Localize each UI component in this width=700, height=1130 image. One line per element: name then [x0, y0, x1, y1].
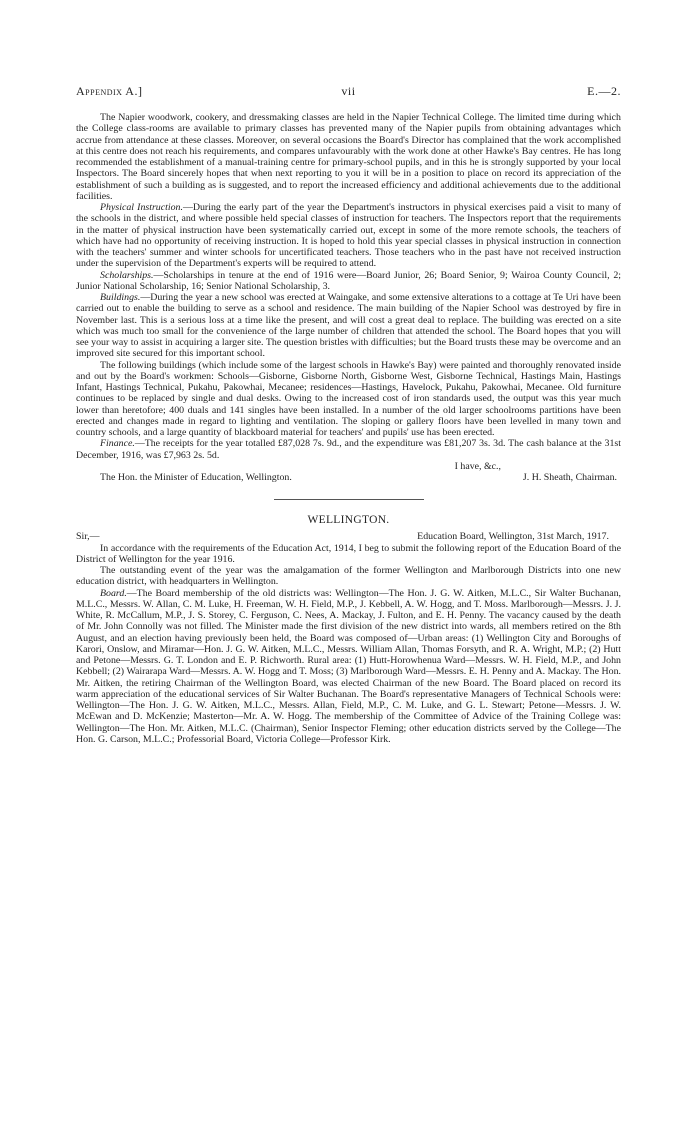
hawkes-bay-report-continued	[76, 112, 621, 483]
salutation-line	[76, 531, 621, 542]
wellington-report	[76, 514, 621, 745]
amalgamation-paragraph: The outstanding event of the year was the amalgamation of the former Wellington and Marlborough Districts into one new education district, with headquarters in Wellington.	[76, 565, 621, 588]
board-text: —The Board membership of the old districts was: Wellington—The Hon. J. G. W. Aitken, M.L.C., Sir Walter Buchanan, M.L.C., Messrs. W. Allan, C. M. Luke, H. Freeman, W. H. Field, M.P., J. Kebbell, A. W. Hogg, and T. Moss. Marlborough—Messrs. J. J. White, R. McCallum, M.P., J. S. Storey, C. Ferguson, C. Nees, A. Mackay, J. Fulton, and E. H. Penny. The vacancy caused by the death of Mr. John Connolly was not filled. The Minister made the first division of the new district into wards, all members retired on the 8th August, and an election having previously been held, the Board was composed of—Urban areas: (1) Wellington City and Boroughs of Karori, Onslow, and Miramar—Hon. J. G. W. Aitken, M.L.C., Messrs. William Allan, Thomas Forsyth, and R. A. Wright, M.P.; (2) Hutt and Petone—Messrs. G. T. London and E. P. Richworth. Rural area: (1) Hutt-Horowhenua Ward—Messrs. W. H. Field, M.P., and John Kebbell; (2) Wairarapa Ward—Messrs. A. W. Hogg and T. Moss; (3) Marlborough Ward—Messrs. E. H. Penny and A. Mackay. The Hon. Mr. Aitken, the retiring Chairman of the Wellington Board, was elected Chairman of the new Board. The Board placed on record its warm appreciation of the educational services of Sir Walter Buchanan. The Board's representative Managers of Technical Schools were: Wellington—The Hon. J. G. W. Aitken, M.L.C., Messrs. Allan, Field, M.P., C. M. Luke, and G. L. Stewart; Petone—Messrs. J. W. McEwan and D. McKenzie; Masterton—Mr. A. W. Hogg. The membership of the Committee of Advice of the Training College was: Wellington—The Hon. Mr. Aitken, M.L.C. (Chairman), Senior Inspector Fleming; other education districts served by the College—The Hon. G. Carson, M.L.C.; Professorial Board, Victoria College—Professor Kirk.	[76, 587, 621, 745]
page-number: vii	[341, 84, 356, 98]
salutation: Sir,—	[76, 531, 100, 543]
document-code: E.—2.	[587, 84, 621, 98]
appendix-label: Appendix A.]	[76, 84, 143, 98]
buildings-heading: Buildings.	[100, 292, 141, 303]
wellington-title: WELLINGTON.	[307, 514, 390, 527]
board-paragraph	[76, 588, 621, 746]
finance-paragraph	[76, 438, 621, 461]
board-heading: Board.	[100, 587, 127, 599]
sender-address: Education Board, Wellington, 31st March, 1917.	[417, 531, 609, 543]
page-header	[76, 84, 621, 104]
physical-instruction-heading: Physical Instruction.	[100, 202, 183, 213]
signature: J. H. Sheath, Chairman.	[522, 472, 617, 483]
finance-heading: Finance.	[100, 438, 135, 450]
intro-paragraph: In accordance with the requirements of the Education Act, 1914, I beg to submit the following report of the Education Board of the District of Wellington for the year 1916.	[76, 542, 621, 565]
buildings-text: —During the year a new school was erected at Waingake, and some extensive alterations to a cottage at Te Uri have been carried out to enable the building to serve as a school and residence. The main building of the Napier School was destroyed by fire in November last. This is a serious loss at a time like the present, and will cost a great deal to replace. The building was erected on a site which was much too small for the convenience of the large number of children that attended the school. The Board hopes that you will see your way to assist in acquiring a larger site. The question bristles with difficulties; but the Board trusts these may be overcome and an improved site secured for this important school.	[76, 292, 621, 360]
buildings-paragraph	[76, 292, 621, 360]
signature-line	[76, 472, 621, 483]
scholarships-text: —Scholarships in tenure at the end of 1916 were—Board Junior, 26; Board Senior, 9; Wairoa County Council, 2; Junior National Scholarship, 16; Senior National Scholarship, 3.	[76, 269, 621, 292]
renovations-paragraph: The following buildings (which include some of the largest schools in Hawke's Bay) were painted and thoroughly renovated inside and out by the Board's workmen: Schools—Gisborne, Gisborne North, Gisborne West, Gisborne Technical, Hastings Main, Hastings Infant, Hastings Technical, Pukahu, Pakowhai, Mecanee; residences—Hastings, Havelock, Pukahu, Pakowhai, Mecanee. Old furniture continues to be replaced by single and dual desks. Owing to the increased cost of iron standards used, the output was this year much lower than heretofore; 400 duals and 141 singles have been installed. In a number of the old larger schoolrooms partitions have been erected and changes made in regard to lighting and ventilation. The sloping or gallery floors have been levelled in many town and country schools, and a large quantity of blackboard material for teachers' and pupils' use has been erected.	[76, 359, 621, 438]
document-page	[76, 84, 621, 745]
physical-instruction-paragraph	[76, 202, 621, 270]
addressee: The Hon. the Minister of Education, Wellington.	[100, 472, 292, 483]
closing-text: I have, &c.,	[454, 460, 501, 472]
closing-line	[76, 461, 621, 472]
napier-classes-paragraph: The Napier woodwork, cookery, and dressmaking classes are held in the Napier Technical College. The limited time during which the College class-rooms are available to primary classes has prevented many of the Napier pupils from obtaining advantages which accrue from attendance at these classes. Moreover, on several occasions the Board's Director has complained that the work accomplished at this centre does not reach his requirements, and compares unfavourably with the work done at other Hawke's Bay centres. He has long recommended the establishment of a manual-training centre for primary-school pupils, and in this he is strongly supported by your local Inspectors. The Board sincerely hopes that when next reporting to you it will be in a position to place on record its appreciation of the establishment of such a building as is suggested, and to report the increased efficiency and additional achievements due to the additional facilities.	[76, 112, 621, 202]
scholarships-heading: Scholarships.	[100, 269, 154, 281]
scholarships-paragraph	[76, 270, 621, 293]
physical-instruction-text: —During the early part of the year the Department's instructors in physical exercises paid a visit to many of the schools in the district, and where possible held special classes of instruction for teachers. The Inspectors report that the requirements in the matter of physical instruction have been systematically carried out, except in some of the more remote schools, the teachers of which have had no opportunity of receiving instruction. It is hoped to hold this year special classes in physical instruction in connection with the teachers' summer and winter schools for uncertificated teachers. Those teachers who in the past have not received instruction under the supervision of the Department's experts will be required to attend.	[76, 202, 621, 270]
section-divider	[274, 499, 424, 500]
finance-text: —The receipts for the year totalled £87,028 7s. 9d., and the expenditure was £81,207 3s. 3d. The cash balance at the 31st December, 1916, was £7,963 2s. 5d.	[76, 438, 621, 461]
